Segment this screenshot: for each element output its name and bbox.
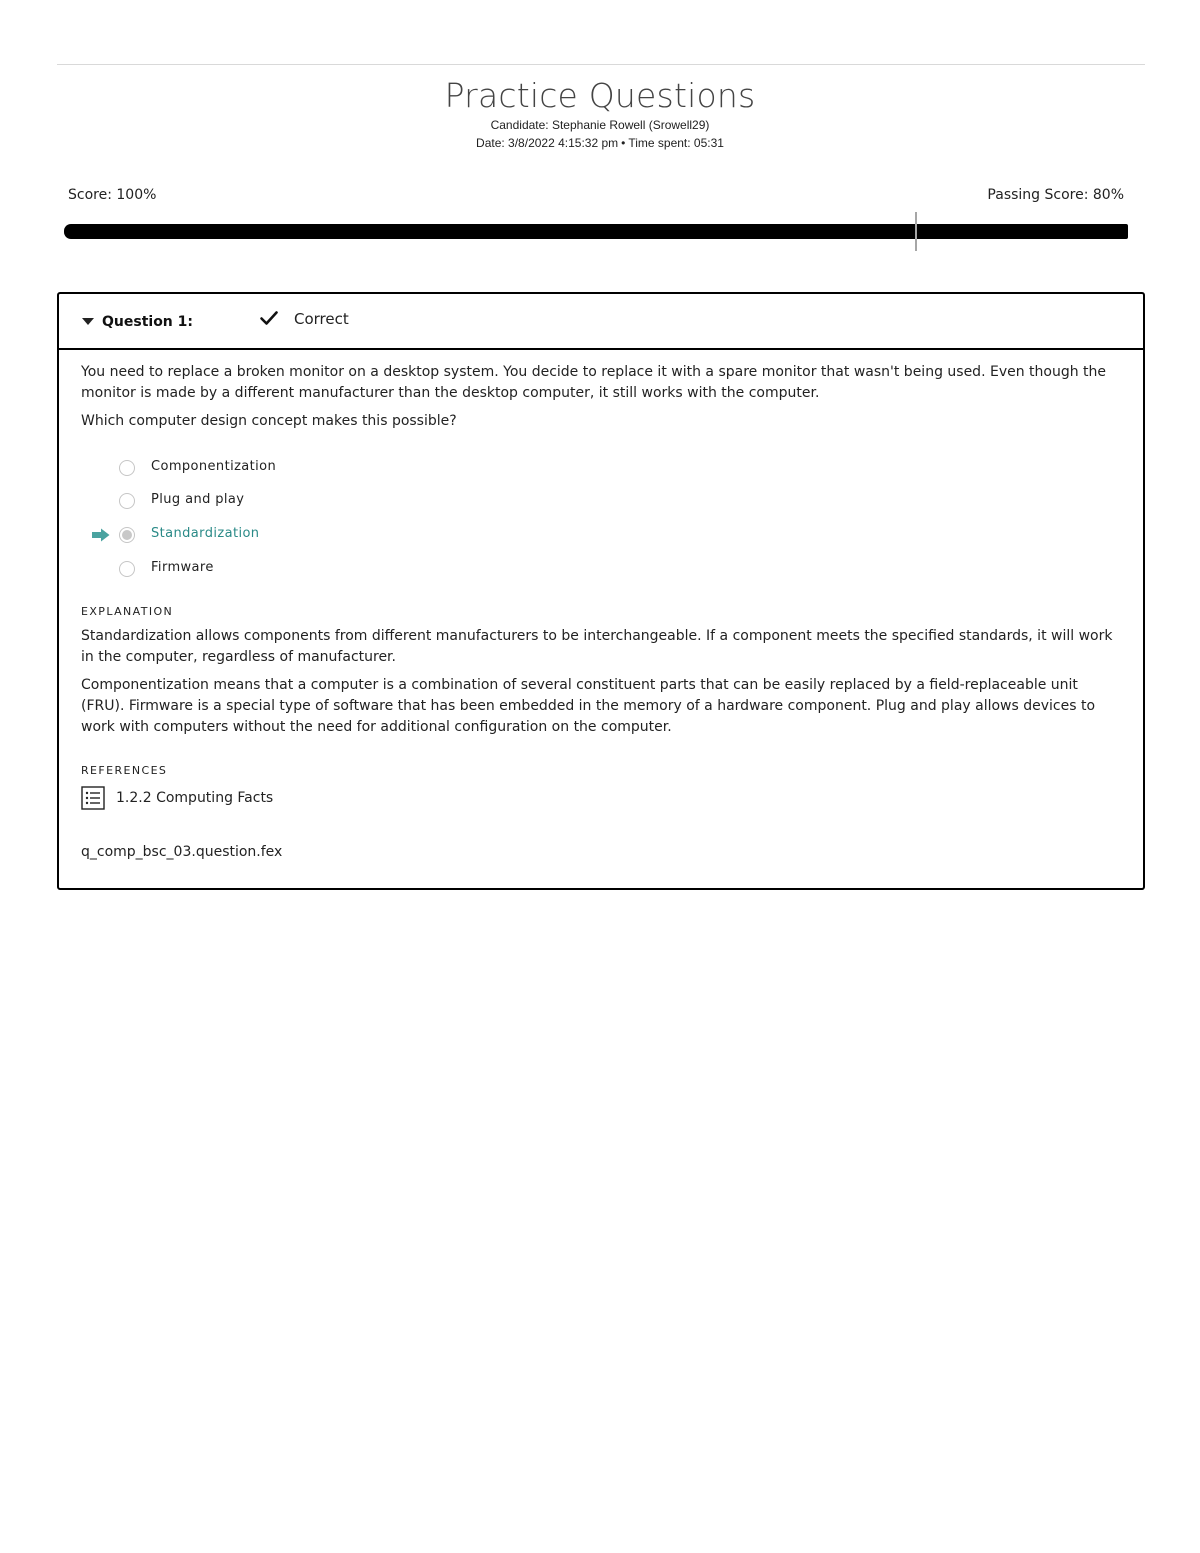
caret-down-icon[interactable]	[82, 318, 94, 325]
passing-score-marker	[915, 212, 917, 251]
answer-label: Plug and play	[151, 492, 245, 507]
score-progress-fill	[64, 224, 1128, 239]
radio-button-selected[interactable]	[119, 527, 135, 543]
radio-button[interactable]	[119, 460, 135, 476]
question-text: You need to replace a broken monitor on a desktop system. You decide to replace it with a spare monitor that wasn't being used. Even though the monitor is made by a different manufacturer than the desktop computer, it still works with the computer.	[81, 364, 1107, 401]
explanation	[81, 626, 1125, 738]
explanation-heading: EXPLANATION	[81, 605, 174, 618]
question-header[interactable]	[59, 294, 1143, 350]
question-number: Question 1:	[102, 314, 193, 330]
score-progress-bar	[64, 224, 1128, 239]
reference-link[interactable]	[81, 785, 1125, 811]
page-title: Practice Questions	[444, 76, 756, 115]
answer-label: Firmware	[151, 560, 214, 575]
score-label: Score: 100%	[68, 187, 157, 203]
reference-label: 1.2.2 Computing Facts	[116, 789, 274, 806]
radio-button[interactable]	[119, 493, 135, 509]
references-heading: REFERENCES	[81, 764, 168, 777]
date-line	[0, 134, 1200, 152]
explanation-paragraph: Componentization means that a computer is a combination of several constituent parts that can be easily replaced by a field-replaceable unit (FRU). Firmware is a special type of software that has been embedded in the memory of a hardware component. Plug and play allows devices to work with computers without the need for additional configuration on the computer.	[81, 677, 1096, 735]
top-divider	[57, 64, 1145, 65]
answer-list	[81, 452, 1125, 586]
answer-label: Standardization	[151, 526, 260, 541]
result-status: Correct	[294, 310, 349, 328]
passing-score-label: Passing Score: 80%	[987, 187, 1124, 203]
arrow-right-icon	[91, 528, 111, 542]
time-spent: Time spent: 05:31	[628, 136, 724, 150]
question-card	[57, 292, 1145, 890]
radio-button[interactable]	[119, 561, 135, 577]
question-prompt: Which computer design concept makes this possible?	[81, 413, 457, 429]
answer-label: Componentization	[151, 459, 277, 474]
exam-date: Date: 3/8/2022 4:15:32 pm	[476, 136, 619, 150]
meta-separator: •	[621, 136, 626, 150]
question-body	[81, 362, 1125, 863]
checkmark-icon	[259, 308, 279, 328]
report-header	[0, 76, 1200, 152]
explanation-paragraph: Standardization allows components from different manufacturers to be interchangeable. If a component meets the specified standards, it will work in the computer, regardless of manufacturer.	[81, 628, 1113, 665]
list-icon	[81, 786, 105, 810]
question-id: q_comp_bsc_03.question.fex	[81, 844, 283, 860]
candidate-line: Candidate: Stephanie Rowell (Srowell29)	[490, 118, 710, 132]
